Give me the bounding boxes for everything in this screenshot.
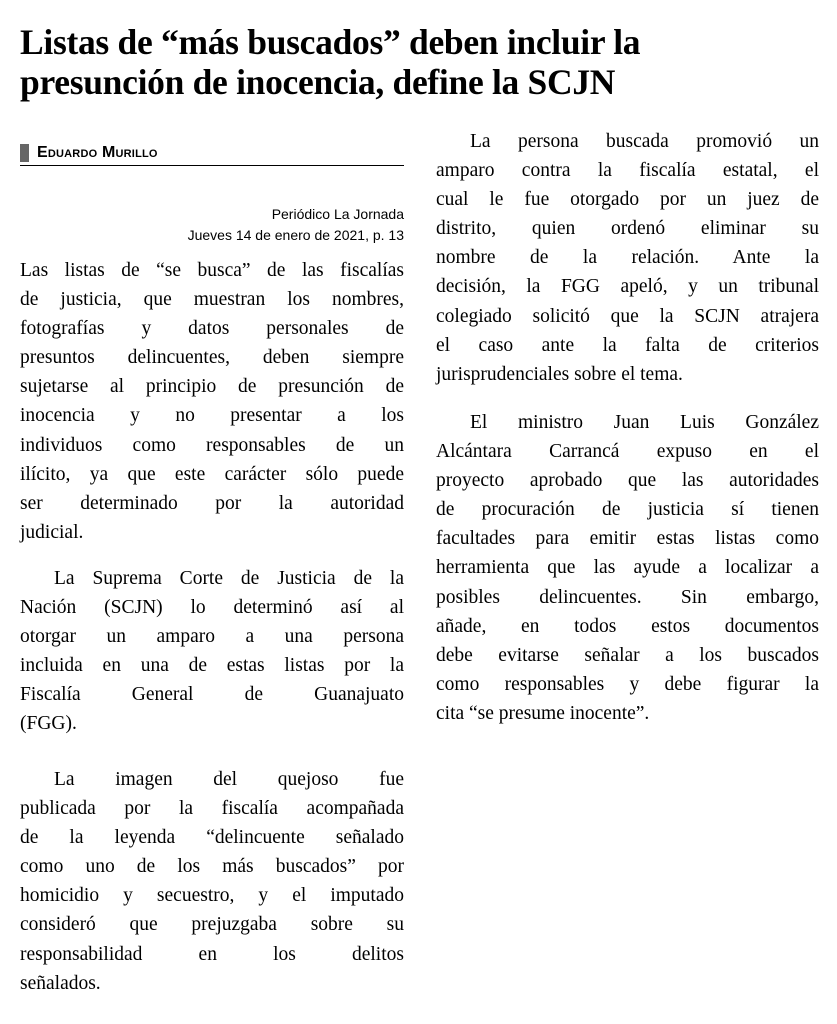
text-line: La Suprema Corte de Justicia de la (54, 568, 404, 589)
text-line: amparo contra la fiscalía estatal, el (436, 160, 819, 182)
text-line: publicada por la fiscalía acompañada (20, 798, 404, 820)
text-line: presuntos delincuentes, deben siempre (20, 347, 404, 369)
paragraph-left-1 (20, 256, 404, 547)
text-line: sujetarse al principio de presunción de (20, 376, 404, 398)
text-line: Fiscalía General de Guanajuato (20, 684, 404, 706)
paragraph-right-2 (436, 408, 819, 728)
text-line: de procuración de justicia sí tienen (436, 499, 819, 521)
author-name: Eduardo Murillo (37, 144, 158, 161)
text-line: otorgar un amparo a una persona (20, 626, 404, 648)
text-line: como responsables y debe figurar la (436, 673, 819, 695)
text-line: La imagen del quejoso fue (54, 769, 404, 790)
text-line: Alcántara Carrancá expuso en el (436, 441, 819, 463)
text-line: facultades para emitir estas listas como (436, 528, 819, 550)
text-line: cita “se presume inocente”. (436, 702, 650, 724)
text-line: Las listas de “se busca” de las fiscalías (20, 260, 404, 281)
text-line: señalados. (20, 972, 101, 994)
text-line: inocencia y no presentar a los (20, 405, 404, 427)
paragraph-left-3 (20, 765, 404, 998)
text-line: herramienta que las ayude a localizar a (436, 557, 819, 579)
paragraph-left-2 (20, 564, 404, 739)
text-line: posibles delincuentes. Sin embargo, (436, 586, 819, 608)
text-line: incluida en una de estas listas por la (20, 655, 404, 677)
text-line: añade, en todos estos documentos (436, 615, 819, 637)
text-line: nombre de la relación. Ante la (436, 247, 819, 269)
text-line: La persona buscada promovió un (470, 131, 819, 152)
text-line: individuos como responsables de un (20, 434, 404, 456)
text-line: homicidio y secuestro, y el imputado (20, 885, 404, 907)
text-line: responsabilidad en los delitos (20, 943, 404, 965)
text-line: ilícito, ya que este carácter sólo puede (20, 463, 404, 485)
paragraph-right-1 (436, 127, 819, 389)
text-line: cual le fue otorgado por un juez de (436, 189, 819, 211)
byline-marker (20, 144, 29, 162)
text-line: decisión, la FGG apeló, y un tribunal (436, 276, 819, 298)
article-headline (20, 22, 820, 102)
text-line: de justicia, que muestran los nombres, (20, 289, 404, 311)
text-line: judicial. (20, 521, 84, 543)
headline-line: Listas de “más buscados” deben incluir la (20, 22, 641, 62)
source-publication: Periódico La Jornada (271, 206, 404, 222)
text-line: colegiado solicitó que la SCJN atrajera (436, 305, 819, 327)
text-line: debe evitarse señalar a los buscados (436, 644, 819, 666)
text-line: Nación (SCJN) lo determinó así al (20, 597, 404, 619)
text-line: el caso ante la falta de criterios (436, 334, 819, 356)
text-line: ser determinado por la autoridad (20, 492, 404, 514)
text-line: El ministro Juan Luis González (470, 412, 819, 433)
byline (20, 143, 404, 166)
source-citation (20, 204, 404, 246)
text-line: de la leyenda “delincuente señalado (20, 827, 404, 849)
text-line: como uno de los más buscados” por (20, 856, 404, 878)
text-line: (FGG). (20, 713, 77, 735)
headline-line: presunción de inocencia, define la SCJN (20, 62, 616, 102)
source-date-page: Jueves 14 de enero de 2021, p. 13 (187, 227, 404, 243)
text-line: fotografías y datos personales de (20, 318, 404, 340)
text-line: consideró que prejuzgaba sobre su (20, 914, 404, 936)
text-line: distrito, quien ordenó eliminar su (436, 218, 819, 240)
text-line: jurisprudenciales sobre el tema. (436, 363, 683, 385)
text-line: proyecto aprobado que las autoridades (436, 470, 819, 492)
